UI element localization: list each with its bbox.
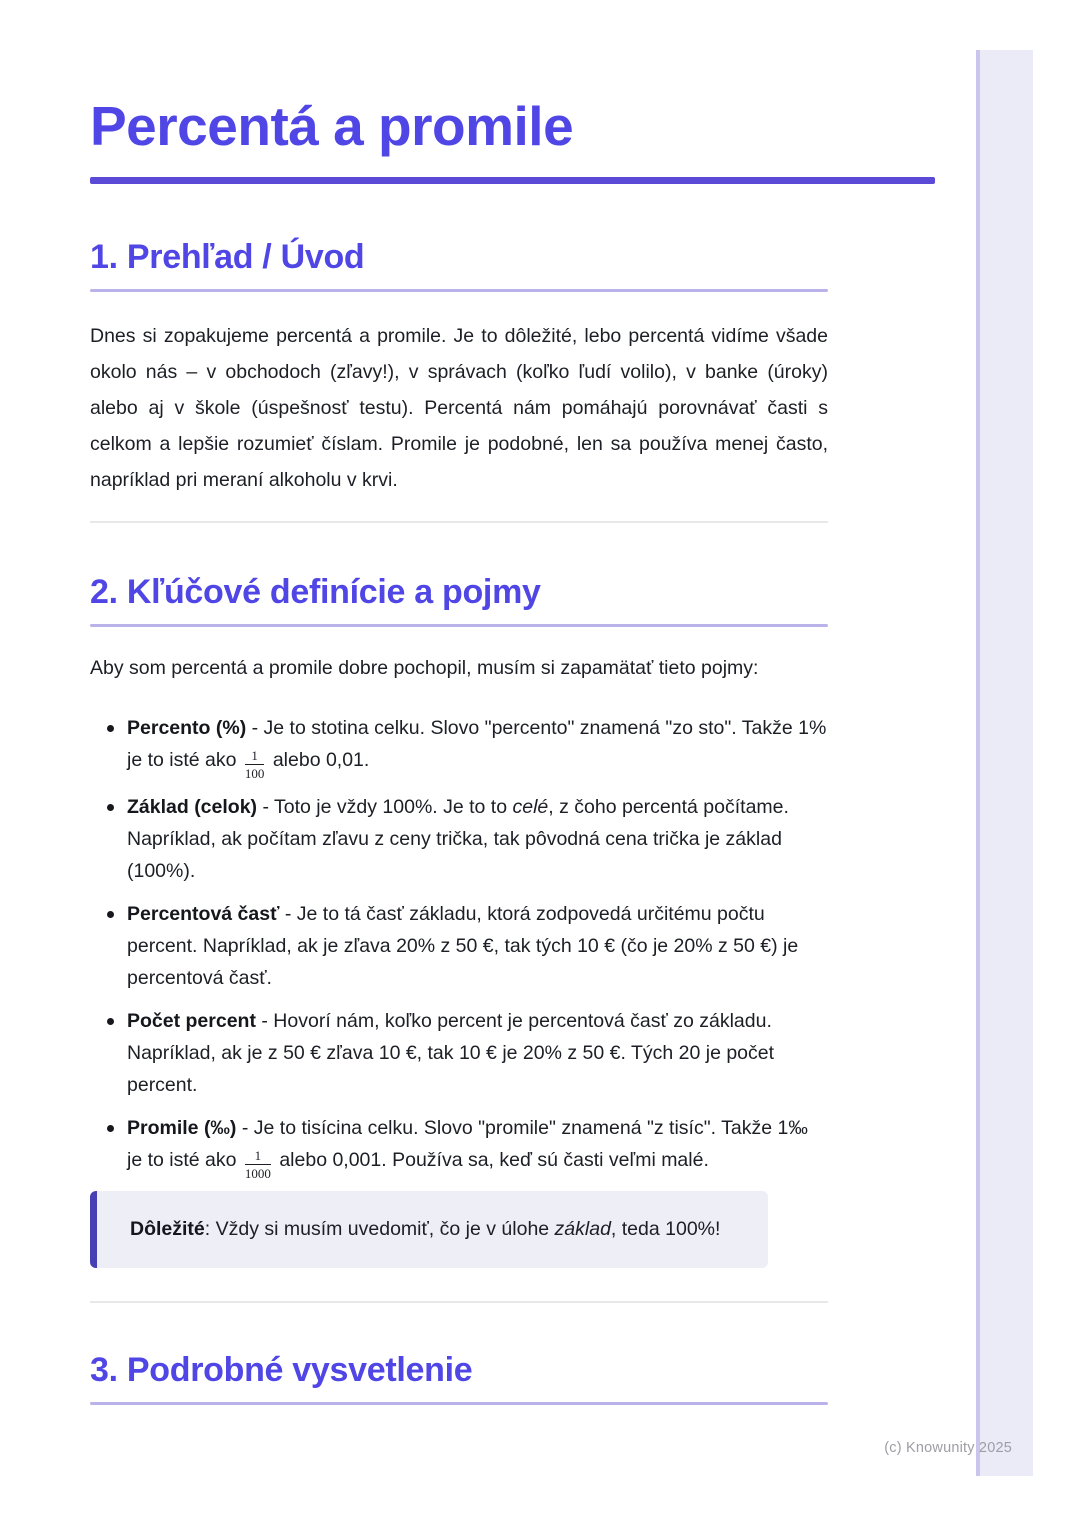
section-3-underline [90, 1402, 828, 1405]
definitions-list [90, 712, 828, 1180]
section-divider [90, 521, 828, 523]
page-title: Percentá a promile [90, 95, 574, 157]
document-content [90, 0, 828, 1405]
section-explanation [90, 1351, 828, 1405]
important-callout [90, 1191, 768, 1268]
list-item-percentova-cast: Percentová časť - Je to tá časť základu, ktorá zodpovedá určitému počtu percent. Napríklad, ak je zľava 20% z 50 €, tak tých 10 € (čo je 20% z 50 €) je percentová časť. [90, 898, 828, 994]
section-definitions [90, 573, 828, 1268]
list-item-pocet-percent: Počet percent - Hovorí nám, koľko percent je percentová časť zo základu. Napríklad, ak je z 50 € zľava 10 €, tak 10 € je 20% z 50 €. Tých 20 je počet percent. [90, 1005, 828, 1101]
watermark: (c) Knowunity 2025 [884, 1440, 1012, 1456]
right-margin-stripe [976, 50, 1033, 1476]
list-item-promile: Promile (‰) - Je to tisícina celku. Slovo "promile" znamená "z tisíc". Takže 1‰ je to isté ako $\frac{1}{1000}$ alebo 0,001. Používa sa, keď sú časti veľmi malé. [90, 1112, 828, 1180]
callout-text: Dôležité: Vždy si musím uvedomiť, čo je v úlohe základ, teda 100%! [130, 1218, 721, 1240]
section-1-underline [90, 289, 828, 292]
fraction: $\frac{1}{100}$ [244, 748, 265, 781]
section-2-intro: Aby som percentá a promile dobre pochopil, musím si zapamätať tieto pojmy: [90, 657, 759, 679]
list-item-zaklad: Základ (celok) - Toto je vždy 100%. Je to to celé, z čoho percentá počítame. Napríklad, ak počítam zľavu z ceny trička, tak pôvodná cena trička je základ (100%). [90, 791, 828, 887]
title-rule [90, 177, 935, 184]
section-1-paragraph: Dnes si zopakujeme percentá a promile. Je to dôležité, lebo percentá vidíme všade okolo nás – v obchodoch (zľavy!), v správach (koľko ľudí volilo), v banke (úroky) alebo aj v škole (úspešnosť testu). Percentá nám pomáhajú porovnávať časti s celkom a lepšie rozumieť číslam. Promile je podobné, len sa používa menej často, napríklad pri meraní alkoholu v krvi. [90, 325, 828, 491]
section-divider [90, 1301, 828, 1303]
section-1-heading: 1. Prehľad / Úvod [90, 238, 365, 276]
section-2-underline [90, 624, 828, 627]
fraction: $\frac{1}{1000}$ [244, 1148, 271, 1181]
list-item-percento: Percento (%) - Je to stotina celku. Slovo "percento" znamená "zo sto". Takže 1% je to isté ako $\frac{1}{100}$ alebo 0,01. [90, 712, 828, 780]
section-overview [90, 238, 828, 498]
section-2-heading: 2. Kľúčové definície a pojmy [90, 573, 541, 611]
section-3-heading: 3. Podrobné vysvetlenie [90, 1351, 473, 1389]
